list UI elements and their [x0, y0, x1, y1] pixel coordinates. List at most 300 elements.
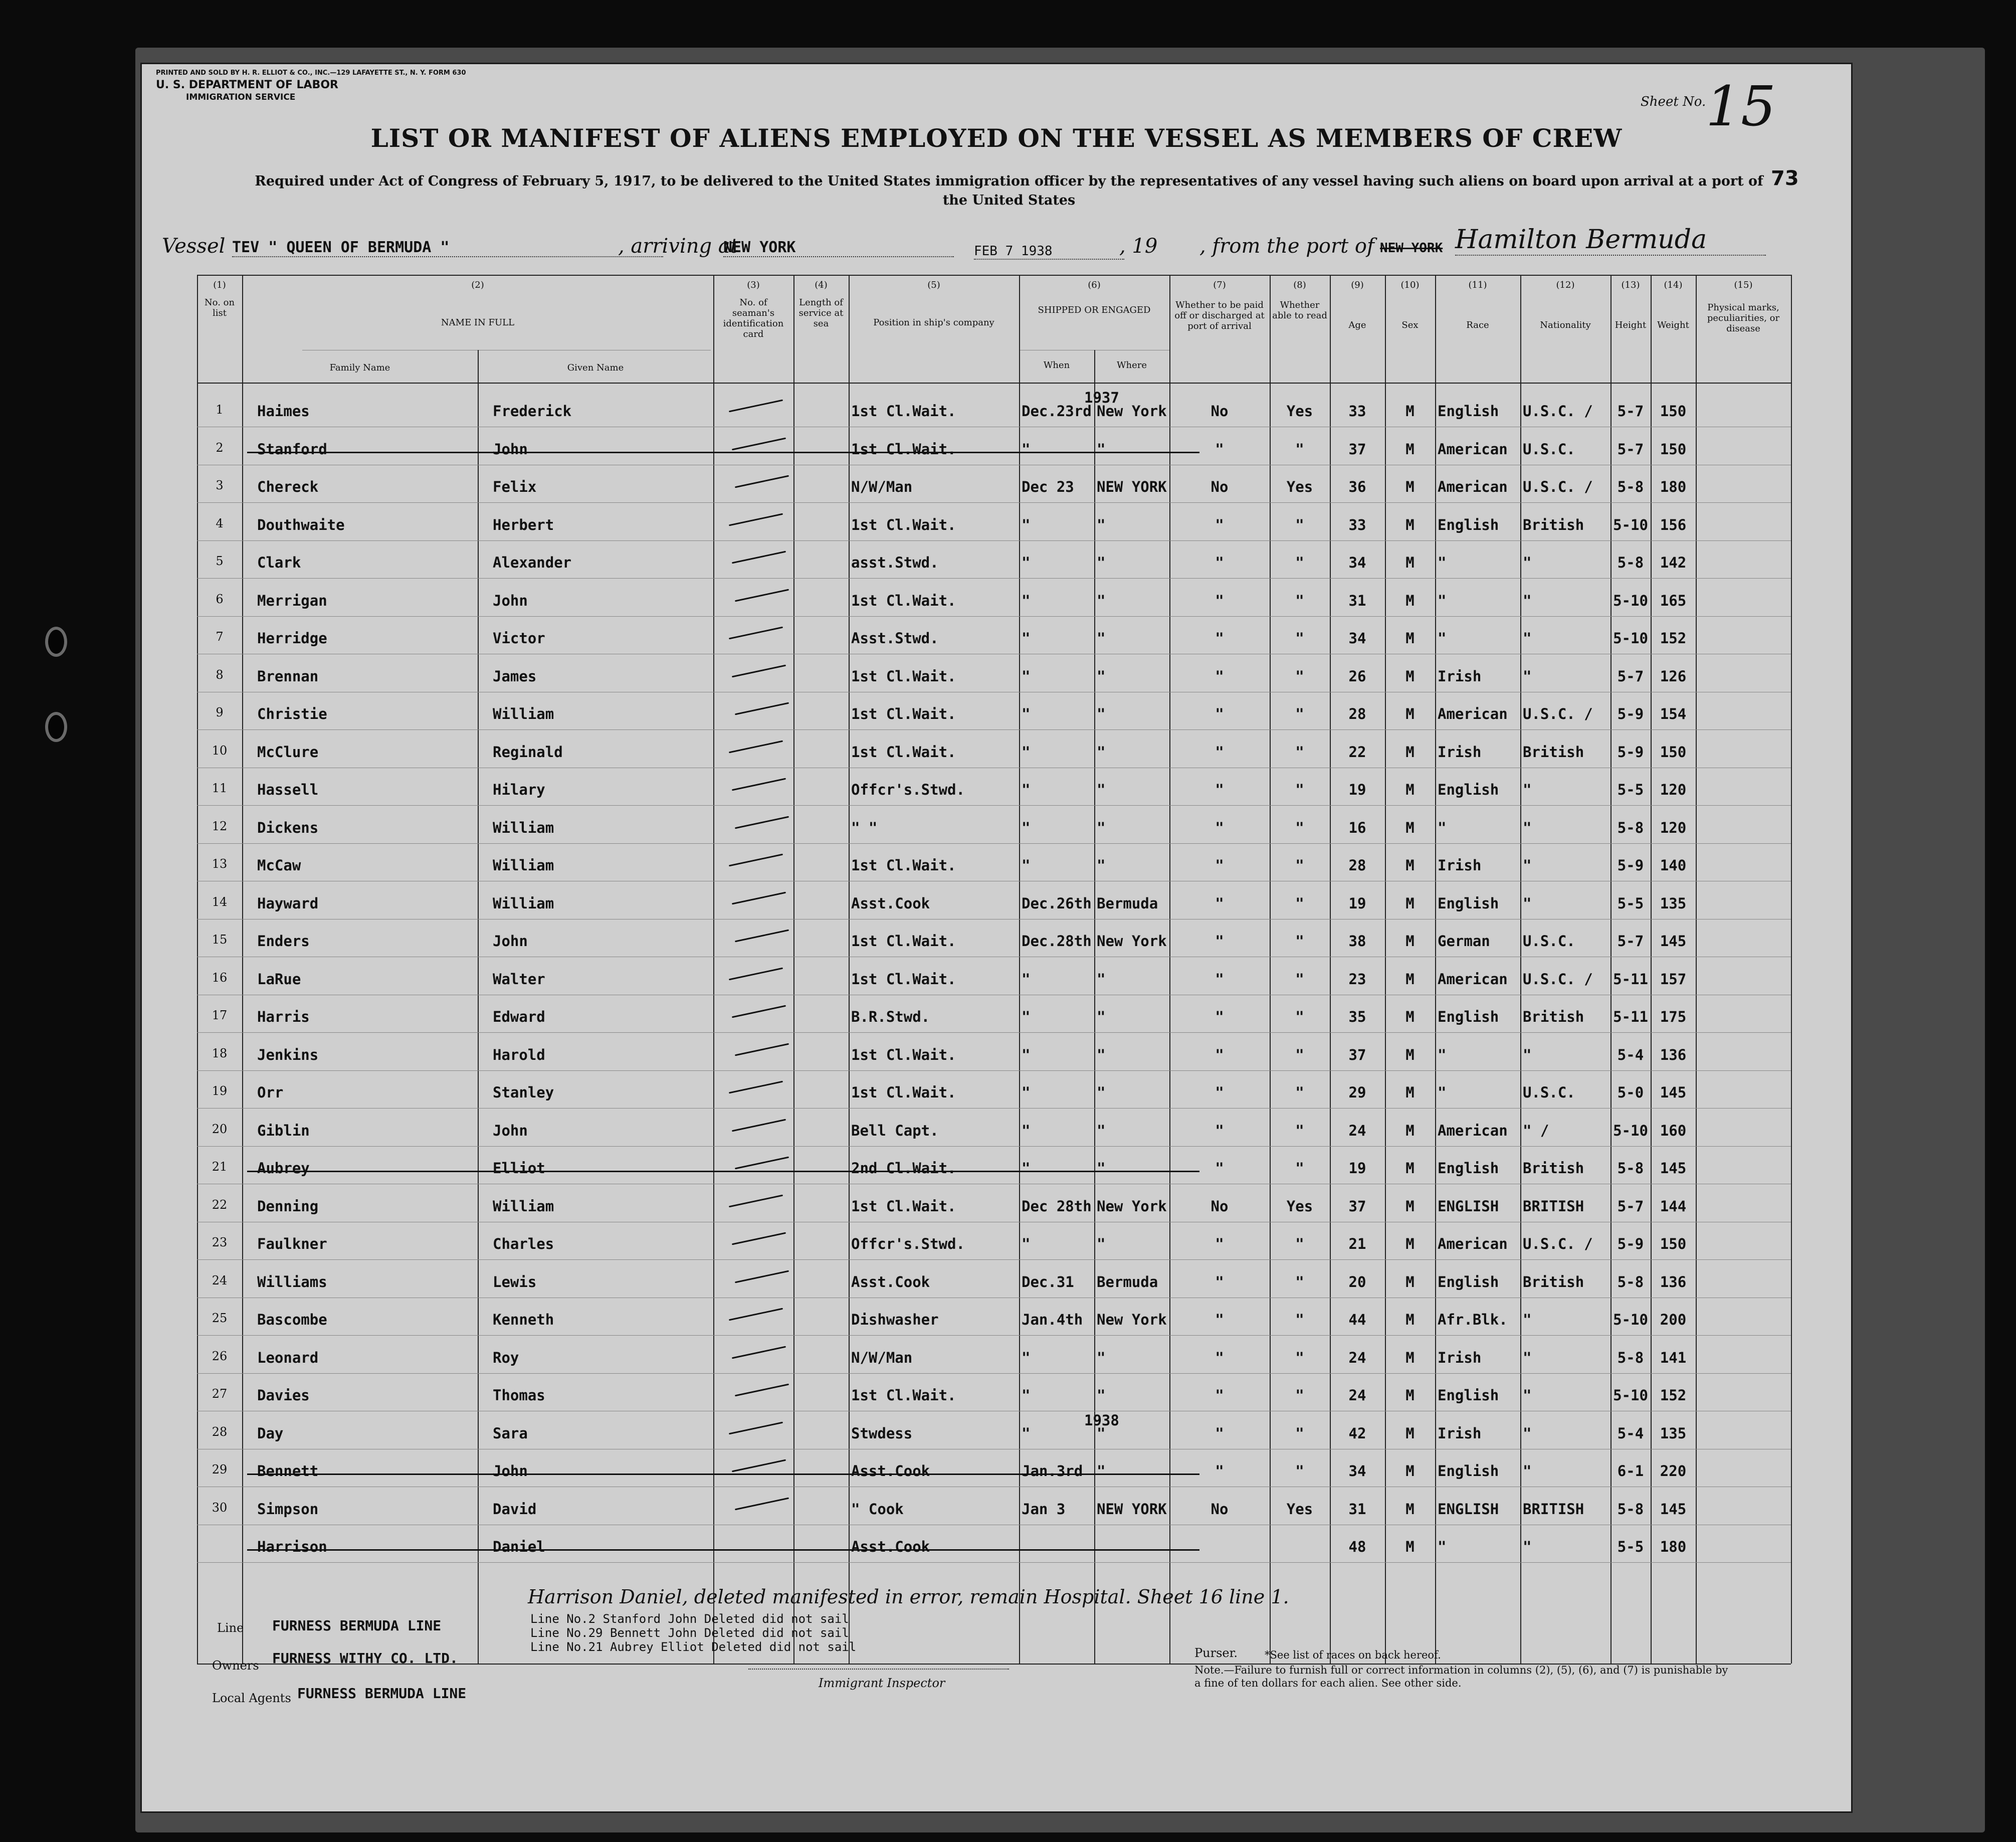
row-number: 17	[212, 1008, 228, 1022]
weight: 126	[1660, 667, 1687, 685]
paid-off: "	[1215, 554, 1224, 571]
paid-off: "	[1215, 1462, 1224, 1480]
row-number: 28	[212, 1424, 228, 1439]
sex: M	[1405, 667, 1415, 685]
given-name: William	[493, 819, 554, 836]
id-card-check-mark	[735, 475, 789, 488]
shipped-where: "	[1097, 1122, 1106, 1139]
shipped-when: "	[1022, 970, 1031, 988]
local-agents-value: FURNESS BERMUDA LINE	[297, 1685, 467, 1702]
column-rule	[1435, 275, 1436, 1664]
column-number: (13)	[1621, 280, 1640, 290]
race: German	[1438, 933, 1490, 950]
given-name: William	[493, 894, 554, 912]
shipped-where: "	[1097, 819, 1106, 836]
column-header: Sex	[1401, 320, 1419, 330]
column-header: Whether able to read	[1272, 300, 1327, 321]
position: 1st Cl.Wait.	[851, 743, 956, 761]
paid-off: "	[1215, 667, 1224, 685]
position: 1st Cl.Wait.	[851, 705, 956, 722]
paid-off: "	[1215, 1349, 1224, 1366]
column-rule	[1019, 275, 1020, 1664]
nationality: "	[1523, 1387, 1532, 1404]
nationality: "	[1523, 1462, 1532, 1480]
paid-off: "	[1215, 516, 1224, 533]
position: Stwdess	[851, 1424, 913, 1442]
id-card-check-mark	[729, 740, 783, 753]
row-rule	[197, 616, 1791, 617]
sex: M	[1405, 1160, 1415, 1177]
shipped-where: "	[1097, 440, 1106, 458]
age: 37	[1348, 1197, 1366, 1215]
weight: 136	[1660, 1046, 1687, 1063]
paid-off: "	[1215, 1387, 1224, 1404]
height: 5-11	[1613, 970, 1648, 988]
weight: 142	[1660, 554, 1687, 571]
id-card-check-mark	[732, 891, 786, 904]
given-name: Stanley	[493, 1084, 554, 1101]
family-name: LaRue	[257, 970, 301, 988]
weight: 180	[1660, 478, 1687, 495]
id-card-check-mark	[729, 854, 783, 867]
department-name: U. S. DEPARTMENT OF LABOR	[156, 79, 338, 91]
weight: 150	[1660, 1235, 1687, 1252]
id-card-check-mark	[735, 702, 789, 715]
sex: M	[1405, 894, 1415, 912]
race: English	[1438, 1387, 1499, 1404]
strike-through-line	[247, 1473, 1199, 1475]
able-to-read: "	[1295, 1008, 1304, 1025]
race: "	[1438, 1084, 1447, 1101]
age: 29	[1348, 1084, 1366, 1101]
id-card-check-mark	[732, 551, 786, 564]
service-name: IMMIGRATION SERVICE	[186, 92, 296, 102]
nationality: U.S.C. /	[1523, 403, 1593, 420]
row-rule	[197, 1562, 1791, 1563]
column-subheader: When	[1043, 360, 1070, 371]
page-number: 73	[1771, 167, 1799, 190]
row-number: 25	[212, 1311, 228, 1325]
row-number: 23	[212, 1235, 228, 1249]
nationality: British	[1523, 1160, 1584, 1177]
weight: 145	[1660, 1500, 1687, 1518]
height: 5-9	[1617, 705, 1644, 722]
height: 5-4	[1617, 1046, 1644, 1063]
id-card-check-mark	[735, 816, 789, 829]
column-header: Physical marks, peculiarities, or disease	[1707, 302, 1780, 334]
able-to-read: "	[1295, 1160, 1304, 1177]
row-number: 7	[216, 630, 224, 644]
shipped-when: "	[1022, 630, 1031, 647]
sex: M	[1405, 1538, 1415, 1555]
paid-off: "	[1215, 1311, 1224, 1328]
shipped-when: Dec 28th	[1022, 1197, 1092, 1215]
position: 1st Cl.Wait.	[851, 516, 956, 533]
position: Asst.Cook	[851, 1462, 930, 1480]
race: English	[1438, 1160, 1499, 1177]
shipped-where: "	[1097, 630, 1106, 647]
shipped-when: Jan 3	[1022, 1500, 1066, 1518]
sex: M	[1405, 1500, 1415, 1518]
shipped-when: "	[1022, 1122, 1031, 1139]
shipped-where: "	[1097, 1008, 1106, 1025]
given-name: William	[493, 1197, 554, 1215]
able-to-read: "	[1295, 630, 1304, 647]
height: 5-9	[1617, 743, 1644, 761]
age: 34	[1348, 554, 1366, 571]
column-header: NAME IN FULL	[441, 317, 515, 328]
nationality: U.S.C.	[1523, 933, 1575, 950]
position: Asst.Cook	[851, 1538, 930, 1555]
deletion-note: Line No.21 Aubrey Elliot Deleted did not sail	[530, 1640, 857, 1654]
race: English	[1438, 781, 1499, 798]
row-number: 1	[216, 403, 224, 417]
column-number: (4)	[815, 280, 828, 290]
family-name: Haimes	[257, 403, 310, 420]
nationality: "	[1523, 1538, 1532, 1555]
height: 5-10	[1613, 630, 1648, 647]
column-header: Race	[1466, 320, 1489, 330]
paid-off: "	[1215, 1122, 1224, 1139]
manifest-sheet	[140, 63, 1853, 1813]
column-number: (11)	[1468, 280, 1487, 290]
shipped-when: Dec.26th	[1022, 894, 1092, 912]
race: "	[1438, 819, 1447, 836]
paid-off: No	[1211, 478, 1229, 495]
nationality: U.S.C. /	[1523, 705, 1593, 722]
sex: M	[1405, 1424, 1415, 1442]
weight: 157	[1660, 970, 1687, 988]
id-card-check-mark	[732, 1119, 786, 1132]
shipped-when: "	[1022, 819, 1031, 836]
row-number: 6	[216, 592, 224, 606]
age: 20	[1348, 1273, 1366, 1291]
age: 37	[1348, 1046, 1366, 1063]
nationality: British	[1523, 743, 1584, 761]
nationality: U.S.C.	[1523, 440, 1575, 458]
column-rule	[1520, 275, 1521, 1664]
shipped-where: New York	[1097, 1197, 1167, 1215]
column-number: (15)	[1734, 280, 1753, 290]
age: 48	[1348, 1538, 1366, 1555]
race: Afr.Blk.	[1438, 1311, 1508, 1328]
id-card-check-mark	[729, 513, 783, 526]
arriving-label: , arriving at	[618, 235, 738, 258]
family-name: Denning	[257, 1197, 319, 1215]
able-to-read: "	[1295, 1462, 1304, 1480]
shipped-when: Dec 23	[1022, 478, 1074, 495]
race: American	[1438, 478, 1508, 495]
given-name: John	[493, 1462, 528, 1480]
position: Bell Capt.	[851, 1122, 939, 1139]
column-rule	[793, 275, 794, 1664]
id-card-check-mark	[735, 1043, 789, 1056]
sex: M	[1405, 933, 1415, 950]
able-to-read: "	[1295, 667, 1304, 685]
sex: M	[1405, 440, 1415, 458]
age: 16	[1348, 819, 1366, 836]
row-number: 8	[216, 667, 224, 682]
position: 1st Cl.Wait.	[851, 592, 956, 609]
able-to-read: "	[1295, 857, 1304, 874]
family-name: Faulkner	[257, 1235, 327, 1252]
height: 5-7	[1617, 667, 1644, 685]
family-name: Merrigan	[257, 592, 327, 609]
race: "	[1438, 630, 1447, 647]
race: English	[1438, 1008, 1499, 1025]
nationality: U.S.C. /	[1523, 478, 1593, 495]
weight: 152	[1660, 630, 1687, 647]
sex: M	[1405, 857, 1415, 874]
family-name: McClure	[257, 743, 319, 761]
owners-value: FURNESS WITHY CO. LTD.	[272, 1650, 458, 1667]
column-rule	[1696, 275, 1697, 1664]
strike-through-line	[247, 1549, 1199, 1551]
shipped-where: "	[1097, 970, 1106, 988]
family-name: Hayward	[257, 894, 319, 912]
id-card-check-mark	[735, 930, 789, 943]
race: ENGLISH	[1438, 1500, 1499, 1518]
family-name: Herridge	[257, 630, 327, 647]
nationality: "	[1523, 819, 1532, 836]
paid-off: No	[1211, 1197, 1229, 1215]
row-number: 14	[212, 894, 228, 909]
sex: M	[1405, 554, 1415, 571]
position: 2nd Cl.Wait.	[851, 1160, 956, 1177]
shipped-when: "	[1022, 705, 1031, 722]
height: 5-9	[1617, 1235, 1644, 1252]
height: 5-7	[1617, 1197, 1644, 1215]
sex: M	[1405, 1122, 1415, 1139]
shipped-where: "	[1097, 667, 1106, 685]
weight: 150	[1660, 440, 1687, 458]
shipped-where: "	[1097, 516, 1106, 533]
column-rule	[242, 275, 243, 1664]
race: "	[1438, 554, 1447, 571]
height: 6-1	[1617, 1462, 1644, 1480]
age: 23	[1348, 970, 1366, 988]
age: 19	[1348, 781, 1366, 798]
from-port-label: , from the port of	[1199, 235, 1374, 258]
given-name: Reginald	[493, 743, 563, 761]
position: 1st Cl.Wait.	[851, 403, 956, 420]
family-name: Bennett	[257, 1462, 319, 1480]
column-rule	[1094, 350, 1095, 1664]
sex: M	[1405, 1235, 1415, 1252]
shipped-where: "	[1097, 1160, 1106, 1177]
row-number: 16	[212, 970, 228, 985]
able-to-read: "	[1295, 1311, 1304, 1328]
weight: 175	[1660, 1008, 1687, 1025]
sex: M	[1405, 516, 1415, 533]
shipped-when: Jan.4th	[1022, 1311, 1083, 1328]
arrival-date: FEB 7 1938	[974, 244, 1124, 260]
able-to-read: Yes	[1286, 1197, 1313, 1215]
shipped-where: New York	[1097, 1311, 1167, 1328]
row-number: 18	[212, 1046, 228, 1060]
family-name: Davies	[257, 1387, 310, 1404]
inspector-label: Immigrant Inspector	[819, 1676, 945, 1690]
given-name: John	[493, 933, 528, 950]
paid-off: "	[1215, 894, 1224, 912]
nationality: BRITISH	[1523, 1197, 1584, 1215]
row-number: 30	[212, 1500, 228, 1515]
binder-hole	[45, 712, 67, 742]
weight: 150	[1660, 403, 1687, 420]
manifest-subtitle: Required under Act of Congress of February 5, 1917, to be delivered to the United States immigration officer by the representatives of any vessel having such aliens on board upon arrival at a port of the United States	[255, 173, 1763, 208]
shipped-where: "	[1097, 705, 1106, 722]
age: 37	[1348, 440, 1366, 458]
shipped-where: NEW YORK	[1097, 478, 1167, 495]
race: English	[1438, 516, 1499, 533]
age: 21	[1348, 1235, 1366, 1252]
able-to-read: "	[1295, 1122, 1304, 1139]
given-name: John	[493, 592, 528, 609]
nationality: British	[1523, 1273, 1584, 1291]
weight: 135	[1660, 1424, 1687, 1442]
position: Asst.Stwd.	[851, 630, 939, 647]
height: 5-10	[1613, 516, 1648, 533]
sex: M	[1405, 403, 1415, 420]
shipped-when: "	[1022, 440, 1031, 458]
shipped-when: "	[1022, 743, 1031, 761]
sex: M	[1405, 705, 1415, 722]
column-header: Nationality	[1540, 320, 1591, 330]
column-header: SHIPPED OR ENGAGED	[1038, 305, 1151, 315]
row-number: 26	[212, 1349, 228, 1363]
id-card-check-mark	[732, 1346, 786, 1359]
nationality: British	[1523, 1008, 1584, 1025]
age: 31	[1348, 1500, 1366, 1518]
shipped-where: Bermuda	[1097, 894, 1158, 912]
row-number: 20	[212, 1122, 228, 1136]
deletion-note: Line No.2 Stanford John Deleted did not sail	[530, 1612, 849, 1626]
column-header: Age	[1348, 320, 1366, 330]
sex: M	[1405, 1273, 1415, 1291]
shipped-when: Dec.28th	[1022, 933, 1092, 950]
family-name: Simpson	[257, 1500, 319, 1518]
weight: 120	[1660, 819, 1687, 836]
row-number: 3	[216, 478, 224, 492]
shipped-when: "	[1022, 1008, 1031, 1025]
weight: 220	[1660, 1462, 1687, 1480]
column-header: No. on list	[204, 297, 235, 318]
sex: M	[1405, 781, 1415, 798]
nationality: British	[1523, 516, 1584, 533]
given-name: Frederick	[493, 403, 572, 420]
able-to-read: "	[1295, 1387, 1304, 1404]
family-name: Jenkins	[257, 1046, 319, 1063]
position: N/W/Man	[851, 478, 913, 495]
family-name: Harris	[257, 1008, 310, 1025]
race: English	[1438, 1462, 1499, 1480]
purser-label: Purser.	[1194, 1646, 1238, 1660]
row-number: 4	[216, 516, 224, 530]
id-card-check-mark	[729, 1194, 783, 1207]
nationality: BRITISH	[1523, 1500, 1584, 1518]
sheet-number: 15	[1706, 74, 1776, 138]
paid-off: "	[1215, 592, 1224, 609]
weight: 154	[1660, 705, 1687, 722]
row-rule	[197, 1259, 1791, 1260]
shipped-when: "	[1022, 1235, 1031, 1252]
position: 1st Cl.Wait.	[851, 1387, 956, 1404]
height: 5-8	[1617, 554, 1644, 571]
age: 33	[1348, 516, 1366, 533]
able-to-read: "	[1295, 1235, 1304, 1252]
paid-off: "	[1215, 1160, 1224, 1177]
race: American	[1438, 1235, 1508, 1252]
able-to-read: "	[1295, 743, 1304, 761]
shipped-where: "	[1097, 1235, 1106, 1252]
column-header: Height	[1615, 320, 1647, 330]
given-name: Alexander	[493, 554, 572, 571]
weight: 135	[1660, 894, 1687, 912]
row-number: 22	[212, 1197, 228, 1212]
shipped-when: Dec.31	[1022, 1273, 1074, 1291]
race: English	[1438, 1273, 1499, 1291]
sex: M	[1405, 1008, 1415, 1025]
given-name: Thomas	[493, 1387, 545, 1404]
family-name: Brennan	[257, 667, 319, 685]
shipped-where: "	[1097, 781, 1106, 798]
family-name: Williams	[257, 1273, 327, 1291]
able-to-read: "	[1295, 1424, 1304, 1442]
family-name: Enders	[257, 933, 310, 950]
able-to-read: Yes	[1286, 403, 1313, 420]
able-to-read: "	[1295, 1084, 1304, 1101]
row-number: 9	[216, 705, 224, 719]
weight: 136	[1660, 1273, 1687, 1291]
position: 1st Cl.Wait.	[851, 1084, 956, 1101]
race: English	[1438, 894, 1499, 912]
height: 5-10	[1613, 1122, 1648, 1139]
nationality: "	[1523, 894, 1532, 912]
row-rule	[197, 1108, 1791, 1109]
id-card-check-mark	[732, 1459, 786, 1472]
race: Irish	[1438, 667, 1482, 685]
age: 19	[1348, 894, 1366, 912]
age: 42	[1348, 1424, 1366, 1442]
race: Irish	[1438, 743, 1482, 761]
row-rule	[197, 805, 1791, 806]
weight: 165	[1660, 592, 1687, 609]
row-number: 21	[212, 1160, 228, 1174]
height: 5-7	[1617, 403, 1644, 420]
id-card-check-mark	[735, 1384, 789, 1397]
race: American	[1438, 970, 1508, 988]
vessel-label: Vessel	[162, 235, 226, 258]
nationality: " /	[1523, 1122, 1549, 1139]
shipped-where: NEW YORK	[1097, 1500, 1167, 1518]
family-name: Stanford	[257, 440, 327, 458]
sex: M	[1405, 1311, 1415, 1328]
weight: 144	[1660, 1197, 1687, 1215]
column-header: Whether to be paid off or discharged at port of arrival	[1174, 300, 1265, 331]
id-card-check-mark	[735, 1497, 789, 1510]
family-name: Clark	[257, 554, 301, 571]
shipped-when: "	[1022, 857, 1031, 874]
given-name: Victor	[493, 630, 545, 647]
column-number: (12)	[1556, 280, 1575, 290]
column-number: (10)	[1400, 280, 1420, 290]
shipped-where: "	[1097, 1387, 1106, 1404]
position: 1st Cl.Wait.	[851, 440, 956, 458]
height: 5-11	[1613, 1008, 1648, 1025]
given-name: Lewis	[493, 1273, 537, 1291]
row-number: 27	[212, 1387, 228, 1401]
row-number: 13	[212, 857, 228, 871]
